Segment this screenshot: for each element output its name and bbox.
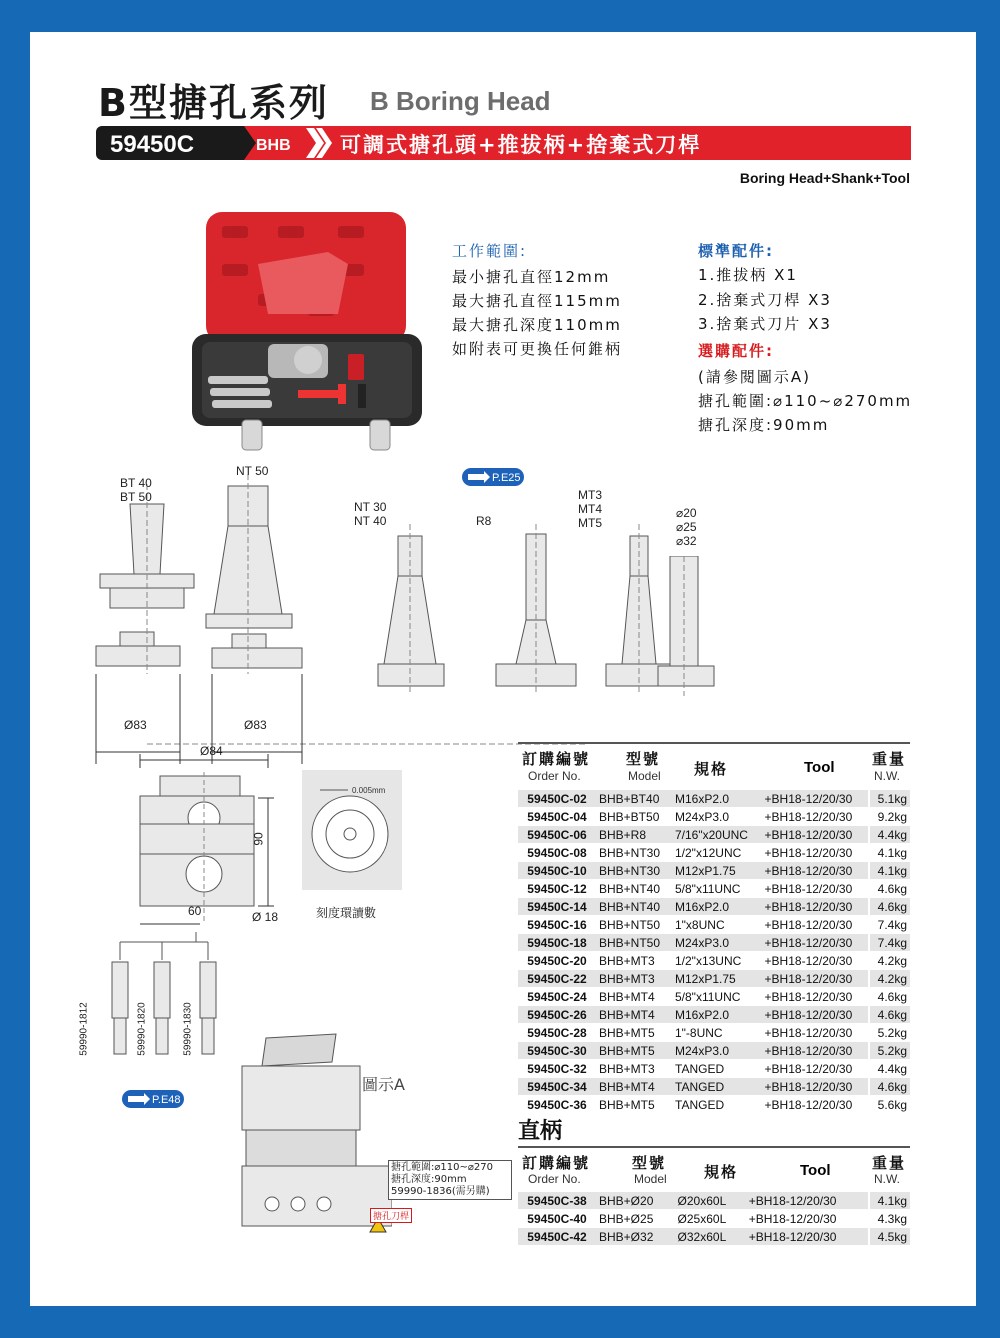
table-row [518,1192,910,1210]
table1-header [518,742,910,794]
spec-cell: TANGED [672,1078,762,1096]
banner-code: 59450C [110,131,195,158]
page-reference-e48[interactable] [122,1090,184,1108]
figure-a-note-line: 搪孔範圍:⌀110~⌀270 [391,1162,493,1173]
spec-cell: M24xP3.0 [672,934,762,952]
order-number-cell: 59450C-04 [518,808,596,826]
order-number-cell: 59450C-36 [518,1096,596,1114]
tool-cell: +BH18-12/20/30 [746,1228,869,1246]
order-number-cell: 59450C-02 [518,790,596,808]
header-weight-en: N.W. [874,769,900,783]
tool-cell: +BH18-12/20/30 [762,988,869,1006]
dial-scale-drawing [302,770,402,890]
spec-cell: M24xP3.0 [672,808,762,826]
figure-a-note-line: 搪孔深度:90mm [391,1174,467,1185]
spec-cell: M12xP1.75 [672,862,762,880]
order-number-cell: 59450C-14 [518,898,596,916]
table-row [518,862,910,880]
tool-cell: +BH18-12/20/30 [762,1096,869,1114]
dimension-label: Ø 18 [252,910,279,924]
bt-shank-label: BT 40 BT 50 [120,476,152,504]
page-reference-label: P.E48 [152,1094,181,1106]
model-cell: BHB+MT3 [596,1060,672,1078]
work-range-line: 最大搪孔直徑115mm [452,292,622,310]
table-row [518,790,910,808]
order-number-cell: 59450C-42 [518,1228,596,1246]
table-row [518,952,910,970]
standard-accessory: 3.捨棄式刀片 X3 [698,315,832,333]
tool-cell: +BH18-12/20/30 [762,898,869,916]
dial-unit-label: 0.005mm [352,786,386,795]
dimension-label: Ø83 [124,718,147,732]
header-model-zh: 型號 [632,1154,667,1172]
model-cell: BHB+BT40 [596,790,672,808]
dial-caption: 刻度環讀數 [316,906,377,920]
header-order-zh: 訂購編號 [522,750,591,768]
table-row [518,1096,910,1114]
table-row [518,1024,910,1042]
table-row [518,1228,910,1246]
page-reference-label: P.E25 [492,472,521,484]
model-cell: BHB+R8 [596,826,672,844]
straight-shank-diagram [656,556,722,696]
figure-a-note-line: 59990-1836(需另購) [391,1186,490,1197]
model-cell: BHB+MT5 [596,1096,672,1114]
order-number-cell: 59450C-12 [518,880,596,898]
tool-cell: +BH18-12/20/30 [762,844,869,862]
work-range-line: 最小搪孔直徑12mm [452,268,611,286]
spec-cell: M16xP2.0 [672,1006,762,1024]
standard-accessories-heading: 標準配件: [698,242,774,260]
tool-cell: +BH18-12/20/30 [762,934,869,952]
work-range-line: 如附表可更換任何錐柄 [452,340,623,358]
model-cell: BHB+Ø32 [596,1228,675,1246]
model-cell: BHB+MT5 [596,1042,672,1060]
work-range-line: 最大搪孔深度110mm [452,316,622,334]
optional-accessory: 搪孔深度:90mm [698,416,830,434]
table-row [518,1060,910,1078]
table-row [518,916,910,934]
spec-cell: Ø25x60L [675,1210,746,1228]
dimension-label: Ø83 [244,718,267,732]
figure-a-note [388,1160,512,1200]
spec-cell: 1/2"x12UNC [672,844,762,862]
tool-part-number: 59990-1820 [136,1002,148,1056]
header-weight-en: N.W. [874,1172,900,1186]
table-row [518,1006,910,1024]
spec-cell: M12xP1.75 [672,970,762,988]
table-row [518,826,910,844]
header-weight-zh: 重量 [872,1154,907,1172]
model-cell: BHB+NT40 [596,880,672,898]
weight-cell: 7.4kg [869,916,910,934]
weight-cell: 4.4kg [869,826,910,844]
tool-cell: +BH18-12/20/30 [762,952,869,970]
optional-accessory: (請參閱圖示A) [698,368,811,386]
order-number-cell: 59450C-16 [518,916,596,934]
order-number-cell: 59450C-38 [518,1192,596,1210]
tool-cell: +BH18-12/20/30 [762,1060,869,1078]
spec-cell: TANGED [672,1096,762,1114]
tool-cell: +BH18-12/20/30 [762,862,869,880]
weight-cell: 4.2kg [869,970,910,988]
tool-part-number: 59990-1830 [182,1002,194,1056]
standard-accessory: 1.推拔柄 X1 [698,266,798,284]
model-cell: BHB+NT50 [596,916,672,934]
weight-cell: 4.6kg [869,898,910,916]
table-row [518,934,910,952]
shank-diagrams [86,464,726,764]
order-number-cell: 59450C-26 [518,1006,596,1024]
order-number-cell: 59450C-32 [518,1060,596,1078]
tool-cell: +BH18-12/20/30 [762,1024,869,1042]
model-cell: BHB+NT30 [596,862,672,880]
spec-cell: 7/16"x20UNC [672,826,762,844]
page-title: B型搪孔系列 [98,81,329,125]
r8-shank-label: R8 [476,514,492,528]
header-order-en: Order No. [528,1172,581,1186]
header-spec: 規格 [694,760,729,778]
order-number-cell: 59450C-30 [518,1042,596,1060]
page-title-english: B Boring Head [370,86,551,116]
spec-cell: 5/8"x11UNC [672,988,762,1006]
nt30-40-shank-label: NT 30 NT 40 [354,500,387,528]
tool-part-number: 59990-1812 [78,1002,90,1056]
model-cell: BHB+MT4 [596,1006,672,1024]
spec-cell: 1"-8UNC [672,1024,762,1042]
tool-cell: +BH18-12/20/30 [762,916,869,934]
catalog-page [30,32,976,1306]
weight-cell: 5.2kg [869,1024,910,1042]
model-cell: BHB+MT4 [596,988,672,1006]
figure-a-label: 圖示A [362,1075,405,1094]
straight-shank-heading: 直柄 [518,1119,563,1144]
model-cell: BHB+MT3 [596,952,672,970]
mt-shank-label: MT3 MT4 MT5 [578,488,602,530]
figure-a-tag: 搪孔刀桿 [370,1208,412,1223]
table-row [518,808,910,826]
dimension-label: 90 [251,832,266,846]
weight-cell: 5.6kg [869,1096,910,1114]
product-case-image [188,204,438,456]
weight-cell: 4.4kg [869,1060,910,1078]
order-number-cell: 59450C-06 [518,826,596,844]
banner-subtitle: Boring Head+Shank+Tool [739,170,910,186]
header-order-zh: 訂購編號 [522,1154,591,1172]
spec-cell: 1/2"x13UNC [672,952,762,970]
tool-cell: +BH18-12/20/30 [762,1042,869,1060]
model-cell: BHB+NT40 [596,898,672,916]
dimension-label: 60 [188,904,202,918]
tool-cell: +BH18-12/20/30 [762,1078,869,1096]
straight-spec-table [518,1192,910,1246]
model-cell: BHB+MT5 [596,1024,672,1042]
header-model-en: Model [634,1172,667,1186]
model-cell: BHB+Ø20 [596,1192,675,1210]
dimension-label: Ø84 [200,744,223,758]
order-number-cell: 59450C-24 [518,988,596,1006]
tool-cell: +BH18-12/20/30 [762,790,869,808]
table-row [518,970,910,988]
standard-accessory: 2.捨棄式刀桿 X3 [698,291,832,309]
page-reference-e25[interactable] [462,468,524,486]
nt50-shank-label: NT 50 [236,464,269,478]
weight-cell: 5.2kg [869,1042,910,1060]
model-cell: BHB+Ø25 [596,1210,675,1228]
weight-cell: 4.2kg [869,952,910,970]
order-number-cell: 59450C-28 [518,1024,596,1042]
tool-cell: +BH18-12/20/30 [762,808,869,826]
banner-description: 可調式搪孔頭+推拔柄+捨棄式刀桿 [340,133,702,157]
order-number-cell: 59450C-34 [518,1078,596,1096]
order-number-cell: 59450C-22 [518,970,596,988]
order-number-cell: 59450C-08 [518,844,596,862]
model-cell: BHB+NT50 [596,934,672,952]
spec-cell: TANGED [672,1060,762,1078]
boring-tools-drawing [84,932,244,1092]
spec-cell: M24xP3.0 [672,1042,762,1060]
table-row [518,898,910,916]
optional-accessory: 搪孔範圍:⌀110~⌀270mm [698,392,913,410]
tool-cell: +BH18-12/20/30 [762,880,869,898]
header-model-zh: 型號 [626,750,661,768]
tool-cell: +BH18-12/20/30 [762,1006,869,1024]
weight-cell: 7.4kg [869,934,910,952]
weight-cell: 4.1kg [869,862,910,880]
weight-cell: 5.1kg [869,790,910,808]
header-spec: 規格 [704,1163,739,1181]
table-row [518,1042,910,1060]
model-cell: BHB+BT50 [596,808,672,826]
order-number-cell: 59450C-18 [518,934,596,952]
header-weight-zh: 重量 [872,750,907,768]
table-row [518,1210,910,1228]
spec-table [518,790,910,1114]
spec-cell: Ø32x60L [675,1228,746,1246]
weight-cell: 4.5kg [869,1228,910,1246]
table-row [518,844,910,862]
spec-cell: M16xP2.0 [672,790,762,808]
figure-a-drawing [236,1028,392,1258]
table-row [518,988,910,1006]
spec-cell: 1"x8UNC [672,916,762,934]
model-cell: BHB+NT30 [596,844,672,862]
weight-cell: 4.3kg [869,1210,910,1228]
order-number-cell: 59450C-20 [518,952,596,970]
weight-cell: 4.1kg [869,844,910,862]
table-row [518,1078,910,1096]
spec-cell: Ø20x60L [675,1192,746,1210]
tool-cell: +BH18-12/20/30 [762,826,869,844]
weight-cell: 4.6kg [869,988,910,1006]
spec-cell: 5/8"x11UNC [672,880,762,898]
weight-cell: 4.6kg [869,880,910,898]
banner-series: BHB [256,137,291,154]
header-tool: Tool [804,759,835,776]
header-model-en: Model [628,769,661,783]
tool-cell: +BH18-12/20/30 [762,970,869,988]
tool-cell: +BH18-12/20/30 [746,1210,869,1228]
work-range-heading: 工作範圍: [452,242,528,260]
order-number-cell: 59450C-10 [518,862,596,880]
tool-cell: +BH18-12/20/30 [746,1192,869,1210]
weight-cell: 4.6kg [869,1006,910,1024]
header-order-en: Order No. [528,769,581,783]
table-row [518,880,910,898]
weight-cell: 9.2kg [869,808,910,826]
weight-cell: 4.6kg [869,1078,910,1096]
straight-shank-label: ⌀20 ⌀25 ⌀32 [676,506,697,548]
model-cell: BHB+MT3 [596,970,672,988]
model-cell: BHB+MT4 [596,1078,672,1096]
spec-cell: M16xP2.0 [672,898,762,916]
order-number-cell: 59450C-40 [518,1210,596,1228]
weight-cell: 4.1kg [869,1192,910,1210]
table2-header [518,1146,910,1196]
product-banner [96,126,911,160]
header-tool: Tool [800,1162,831,1179]
optional-accessories-heading: 選購配件: [698,342,774,360]
